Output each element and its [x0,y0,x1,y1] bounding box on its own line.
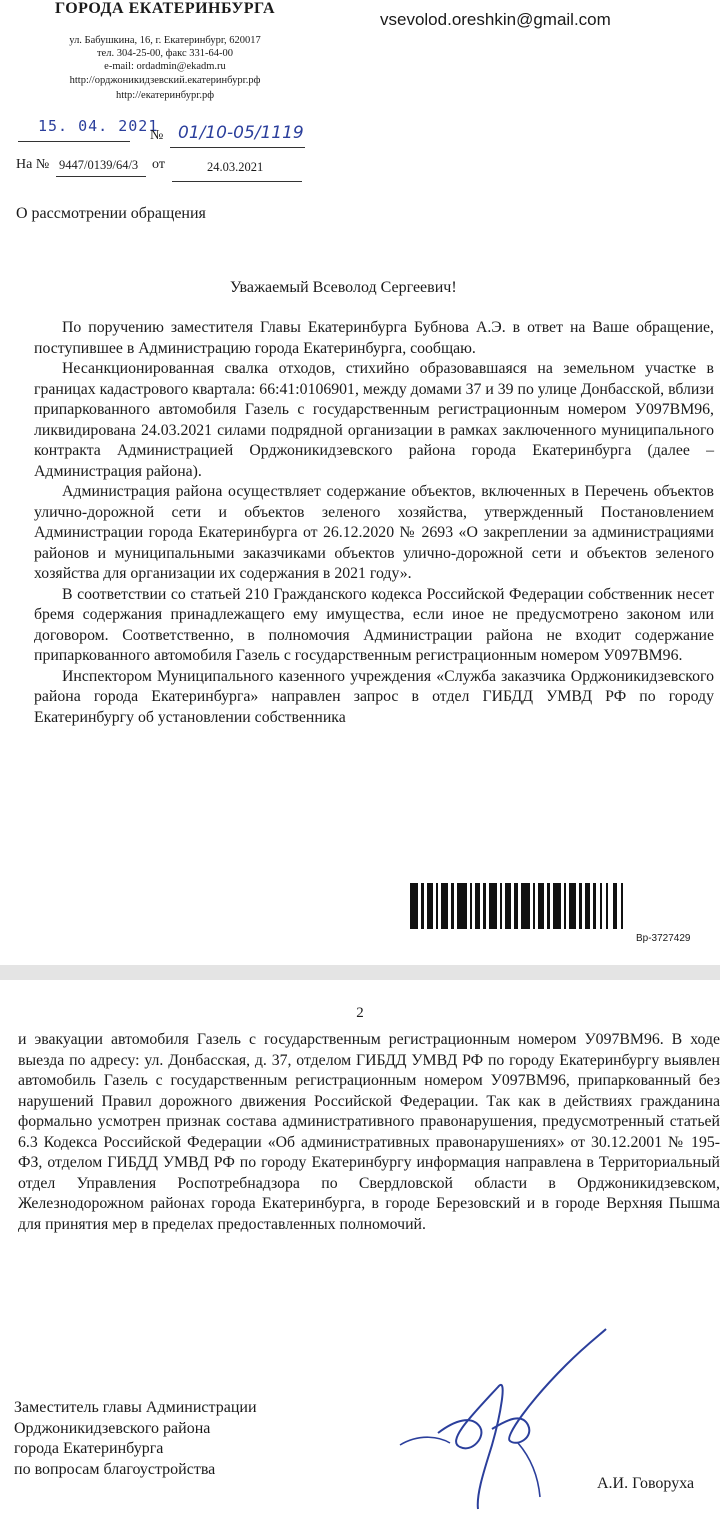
position-line: города Екатеринбурга [14,1440,164,1457]
org-address-line: ул. Бабушкина, 16, г. Екатеринбург, 620017 [69,35,261,46]
org-website-line: http://екатеринбург.рф [115,90,215,101]
letter-subject: О рассмотрении обращения [16,205,206,222]
number-underline [170,147,305,148]
registration-code: Вр-3727429 [636,933,691,944]
body-paragraph: По поручению заместителя Главы Екатеринбурга Бубнова А.Э. в ответ на Ваше обращение, поступившее в Администрацию города Екатеринбурга, сообщаю. [34,319,714,357]
org-title: ГОРОДА ЕКАТЕРИНБУРГА [54,0,276,17]
body-paragraph: Несанкционированная свалка отходов, стихийно образовавшаяся на земельном участке в границах кадастрового квартала: 66:41:0106901, между домами 37 и 39 по улице Донбасской, вблизи припаркованного автомобиля Газель с государственным регистрационным номером У097ВМ96, ликвидирована 24.03.2021 силами подрядной организации в рамках заключенного муниципального контракта Администрацией Орджоникидзевского района города Екатеринбурга (далее – Администрация района). [34,360,714,480]
letter-body-page-2 [18,1030,720,1235]
position-line: по вопросам благоустройства [14,1460,216,1478]
body-paragraph: Администрация района осуществляет содержание объектов, включенных в Перечень объектов улично-дорожной сети и объектов зеленого хозяйства, утвержденный Постановлением Администрации города Екатеринбурга от 26.12.2020 № 2693 «О закреплении за администрациями районов и муниципальными заказчиками объектов улично-дорожной сети и объектов зеленого хозяйства для организации их содержания в 2021 году». [34,483,714,582]
body-paragraph: Инспектором Муниципального казенного учреждения «Служба заказчика Орджоникидзевского района города Екатеринбурга» направлен запрос в отдел ГИБДД УМВД РФ по городу Екатеринбургу об установлении собственника [34,667,714,726]
signer-name: А.И. Говоруха [597,1475,695,1492]
document-barcode [410,883,625,929]
in-reply-number-underline [56,176,146,177]
letter-greeting: Уважаемый Всеволод Сергеевич! [230,279,457,296]
position-line: Заместитель главы Администрации [14,1399,257,1416]
org-email-line: e-mail: ordadmin@ekadm.ru [104,61,226,72]
in-reply-number: 9447/0139/64/3 [59,158,139,172]
position-line: Орджоникидзевского района [14,1419,211,1437]
outgoing-date-stamp: 15. 04. 2021 [38,117,159,135]
from-label: от [152,157,165,172]
in-reply-date-underline [172,181,302,182]
recipient-email: vsevolod.oreshkin@gmail.com [380,10,611,29]
in-reply-label: На № [16,157,50,172]
outgoing-number: 01/10-05/1119 [178,123,304,143]
page-gap [0,965,720,980]
page-number: 2 [356,1005,364,1021]
date-underline [18,141,130,142]
body-paragraph: В соответствии со статьей 210 Гражданского кодекса Российской Федерации собственник несет бремя содержания принадлежащего ему имущества, если иное не предусмотрено законом или договором. Соответственно, в полномочия Администрации района не входит содержание припаркованного автомобиля Газель с государственным регистрационным номером У097ВМ96. [34,585,714,664]
letter-body-page-1 [34,318,714,728]
handwritten-signature [380,1325,620,1520]
in-reply-date: 24.03.2021 [207,160,264,174]
signatory-position [14,1398,257,1480]
letter-page-2 [0,980,720,1520]
org-website-line: http://орджоникидзевский.екатеринбург.рф [69,75,261,86]
number-label: № [150,128,164,143]
body-paragraph: и эвакуации автомобиля Газель с государственным регистрационным номером У097ВМ96. В ходе выезда по адресу: ул. Донбасская, д. 37, отделом ГИБДД УМВД РФ по городу Екатеринбургу выявлен автомобиль Газель с государственным регистрационным номером У097ВМ96, припаркованный без нарушений Правил дорожного движения Российской Федерации. Так как в действиях гражданина формально усмотрен признак состава административного правонарушения, предусмотренный статьей 6.3 Кодекса Российской Федерации «Об административных правонарушениях» от 30.12.2001 № 195-ФЗ, отделом ГИБДД УМВД РФ по городу Екатеринбургу информация направлена в Территориальный отдел Управления Роспотребнадзора по Свердловской области в Орджоникидзевском, Железнодорожном районах города Екатеринбурга, в городе Березовский и в городе Верхняя Пышма для принятия мер в пределах предоставленных полномочий. [18,1031,720,1233]
org-phone-line: тел. 304-25-00, факс 331-64-00 [96,48,234,59]
